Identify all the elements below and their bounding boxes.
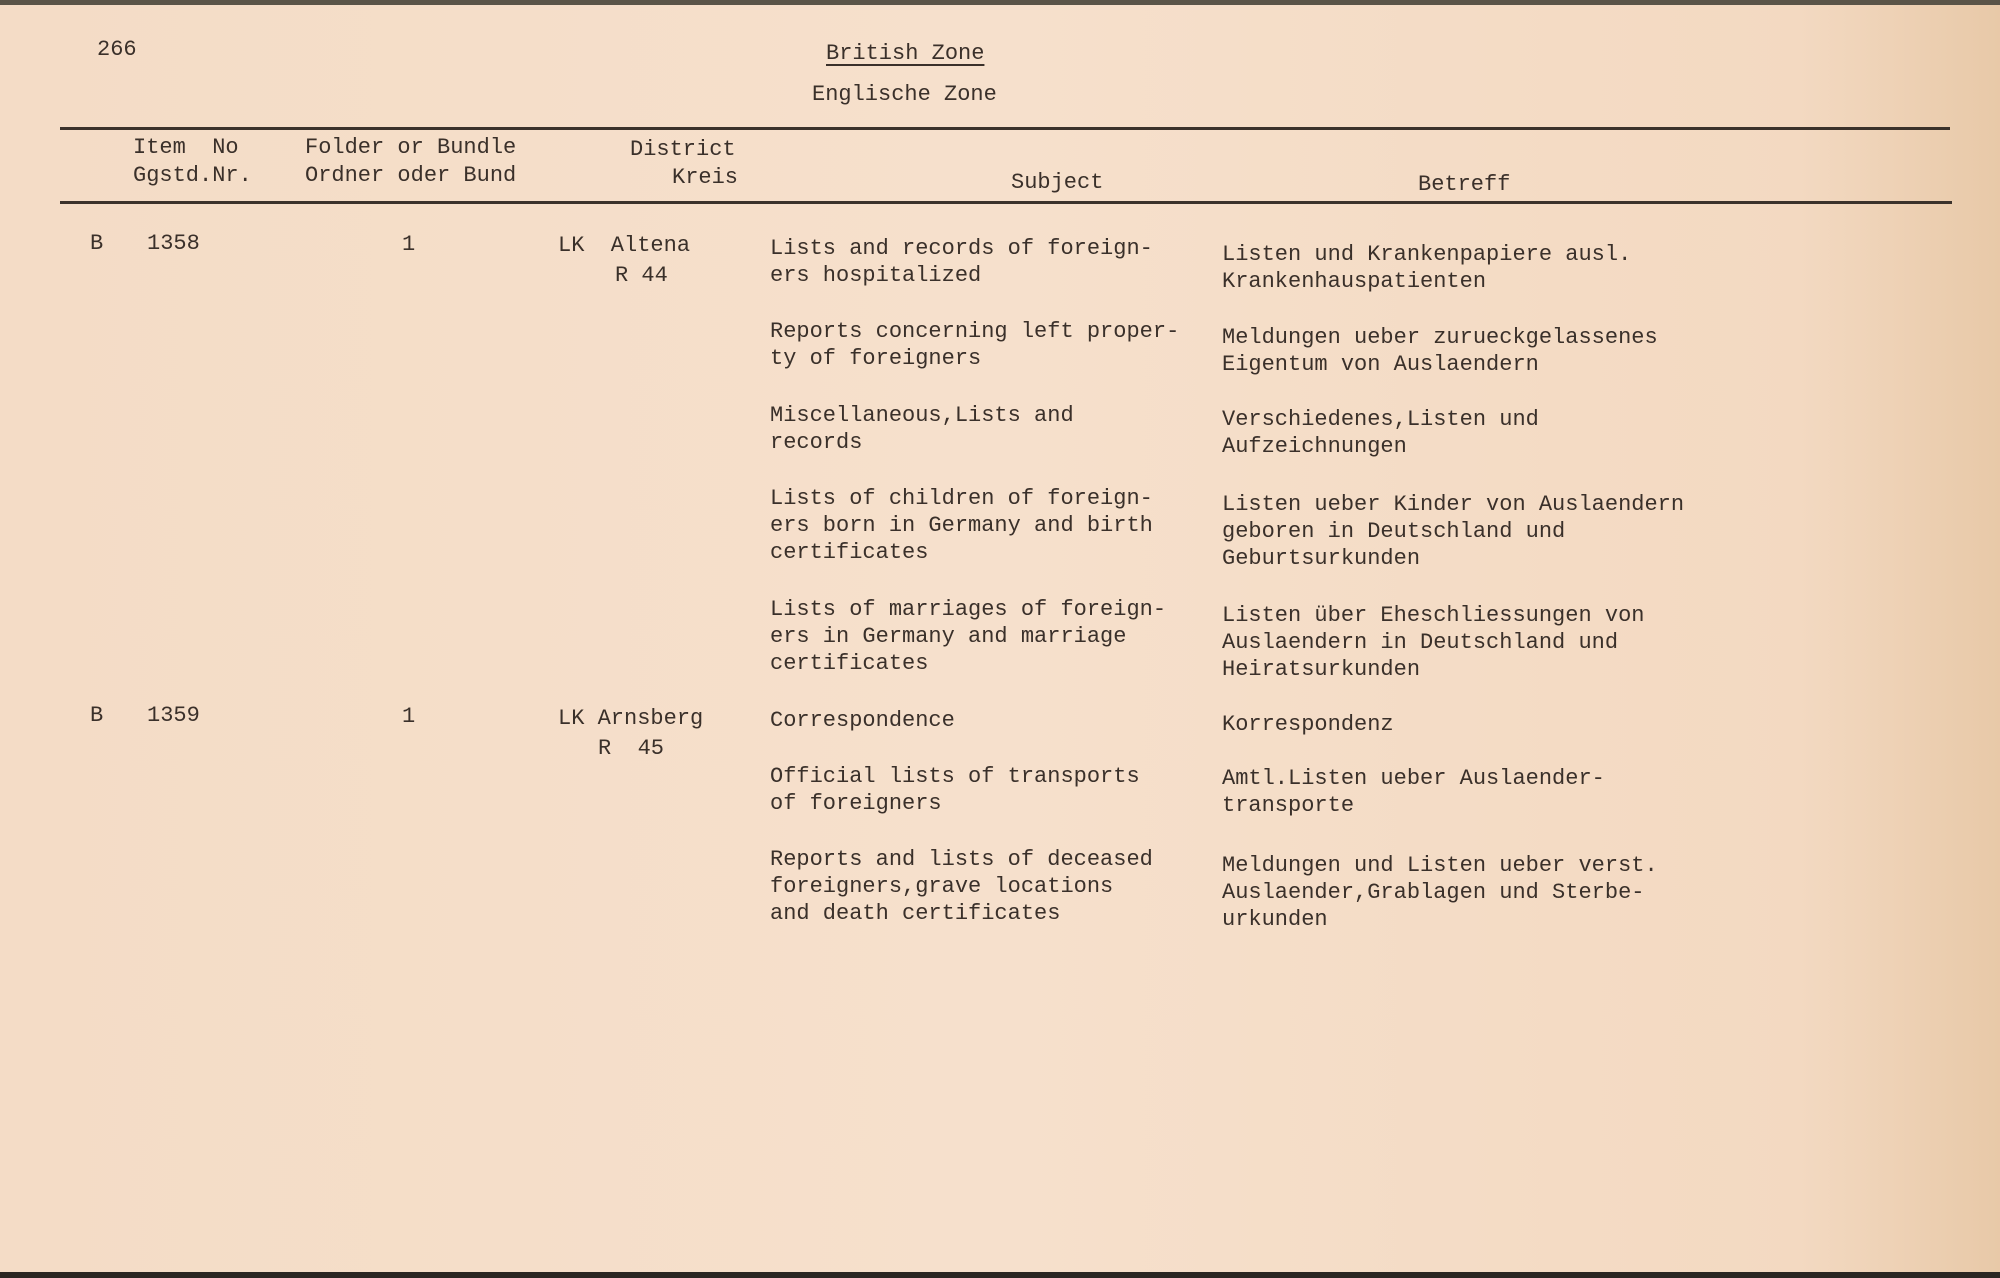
subject-text: Lists of children of foreign- ers born in Germany and birth certificates <box>770 486 1153 565</box>
header-folder-de: Ordner oder Bund <box>305 163 517 188</box>
subject-text: Correspondence <box>770 708 955 733</box>
header-bottom-rule <box>60 201 1952 204</box>
betreff-text: Amtl.Listen ueber Auslaender- transporte <box>1222 766 1605 818</box>
scan-edge-top <box>0 0 2000 5</box>
page-title: British Zone <box>826 41 985 66</box>
entry-district: LK Arnsberg <box>558 706 704 731</box>
entry-item-number: 1358 <box>147 231 200 256</box>
entry-ref: R 44 <box>615 263 668 288</box>
subject-text: Official lists of transports of foreigners <box>770 764 1140 816</box>
subject-text: Reports and lists of deceased foreigners,grave locations and death certificates <box>770 847 1153 926</box>
page-number: 266 <box>97 37 137 62</box>
betreff-text: Listen über Eheschliessungen von Auslaendern in Deutschland und Heiratsurkunden <box>1222 603 1645 682</box>
betreff-text: Listen und Krankenpapiere ausl. Krankenhauspatienten <box>1222 242 1632 294</box>
header-top-rule <box>60 127 1950 130</box>
betreff-text: Listen ueber Kinder von Auslaendern geboren in Deutschland und Geburtsurkunden <box>1222 492 1685 571</box>
entry-ref: R 45 <box>598 736 665 761</box>
subject-text: Lists and records of foreign- ers hospitalized <box>770 236 1153 288</box>
subject-text: Lists of marriages of foreign- ers in Germany and marriage certificates <box>770 597 1167 676</box>
entry-prefix: B <box>90 703 104 728</box>
header-betreff: Betreff <box>1418 172 1511 197</box>
entry-folder: 1 <box>402 232 416 257</box>
header-item-no-de: Ggstd.Nr. <box>133 163 252 188</box>
betreff-text: Meldungen ueber zurueckgelassenes Eigentum von Auslaendern <box>1222 325 1658 377</box>
betreff-text: Verschiedenes,Listen und Aufzeichnungen <box>1222 407 1539 459</box>
betreff-text: Korrespondenz <box>1222 712 1394 737</box>
scan-edge-bottom <box>0 1272 2000 1278</box>
header-subject: Subject <box>1011 170 1104 195</box>
header-item-no-en: Item No <box>133 135 239 160</box>
entry-folder: 1 <box>402 704 416 729</box>
header-district-en: District <box>630 137 736 162</box>
header-folder-en: Folder or Bundle <box>305 135 517 160</box>
entry-item-number: 1359 <box>147 703 200 728</box>
page-subtitle: Englische Zone <box>812 82 997 107</box>
header-district-de: Kreis <box>672 165 739 190</box>
subject-text: Reports concerning left proper- ty of foreigners <box>770 319 1180 371</box>
entry-district: LK Altena <box>558 233 691 258</box>
betreff-text: Meldungen und Listen ueber verst. Auslaender,Grablagen und Sterbe- urkunden <box>1222 853 1658 932</box>
subject-text: Miscellaneous,Lists and records <box>770 403 1074 455</box>
entry-prefix: B <box>90 231 104 256</box>
